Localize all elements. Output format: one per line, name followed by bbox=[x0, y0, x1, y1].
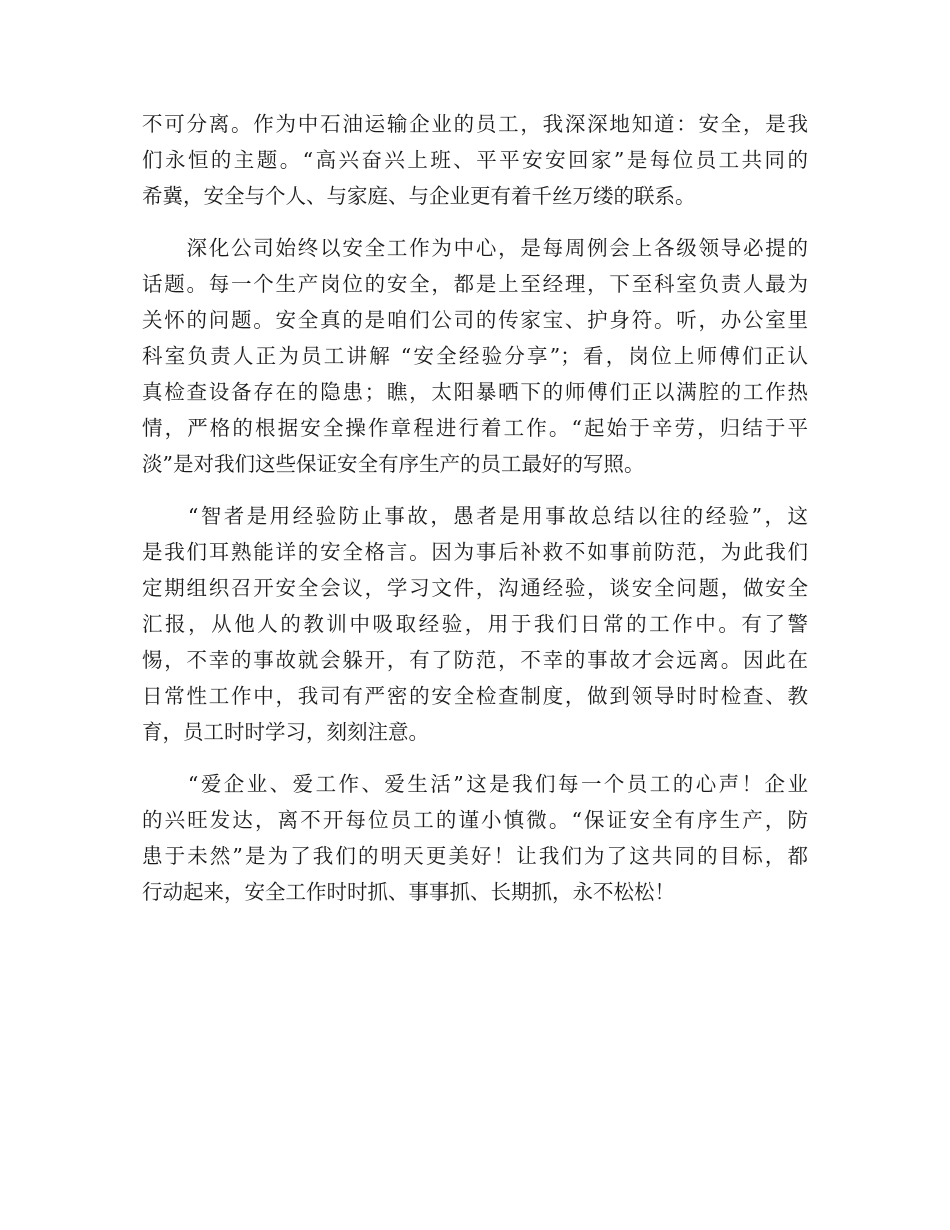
text-line: 深化公司始终以安全工作为中心，是每周例会上各级领导必提的 bbox=[142, 236, 808, 260]
text-line: 汇报，从他人的教训中吸取经验，用于我们日常的工作中。有了警 bbox=[142, 612, 808, 636]
text-line: 患于未然”是为了我们的明天更美好！让我们为了这共同的目标，都 bbox=[142, 844, 808, 868]
paragraph-2 bbox=[142, 230, 808, 482]
paragraph-4 bbox=[142, 766, 808, 910]
text-line: 惕，不幸的事故就会躲开，有了防范，不幸的事故才会远离。因此在 bbox=[142, 648, 808, 672]
document-body bbox=[142, 106, 808, 926]
text-line: 日常性工作中，我司有严密的安全检查制度，做到领导时时检查、教 bbox=[142, 684, 808, 708]
text-line: 淡”是对我们这些保证安全有序生产的员工最好的写照。 bbox=[142, 452, 645, 476]
text-line: 关怀的问题。安全真的是咱们公司的传家宝、护身符。听，办公室里 bbox=[142, 308, 808, 332]
text-line: 希冀，安全与个人、与家庭、与企业更有着千丝万缕的联系。 bbox=[142, 184, 696, 208]
text-line: 情，严格的根据安全操作章程进行着工作。“起始于辛劳，归结于平 bbox=[142, 416, 808, 440]
paragraph-1 bbox=[142, 106, 808, 214]
text-line: 们永恒的主题。“高兴奋兴上班、平平安安回家”是每位员工共同的 bbox=[142, 148, 808, 172]
text-line: 行动起来，安全工作时时抓、事事抓、长期抓，永不松松！ bbox=[142, 880, 675, 904]
text-line: 话题。每一个生产岗位的安全，都是上至经理，下至科室负责人最为 bbox=[142, 272, 808, 296]
text-line: 是我们耳熟能详的安全格言。因为事后补救不如事前防范，为此我们 bbox=[142, 540, 808, 564]
text-line: 育，员工时时学习，刻刻注意。 bbox=[142, 720, 429, 744]
text-line: 科室负责人正为员工讲解 “安全经验分享”；看，岗位上师傅们正认 bbox=[142, 344, 808, 368]
text-line: 不可分离。作为中石油运输企业的员工，我深深地知道：安全，是我 bbox=[142, 112, 808, 136]
text-line: “智者是用经验防止事故，愚者是用事故总结以往的经验”，这 bbox=[142, 504, 808, 528]
text-line: 真检查设备存在的隐患；瞧，太阳暴晒下的师傅们正以满腔的工作热 bbox=[142, 380, 808, 404]
text-line: 定期组织召开安全会议，学习文件，沟通经验，谈安全问题，做安全 bbox=[142, 576, 808, 600]
paragraph-3 bbox=[142, 498, 808, 750]
text-line: “爱企业、爱工作、爱生活”这是我们每一个员工的心声！企业 bbox=[142, 772, 808, 796]
text-line: 的兴旺发达，离不开每位员工的谨小慎微。“保证安全有序生产，防 bbox=[142, 808, 808, 832]
